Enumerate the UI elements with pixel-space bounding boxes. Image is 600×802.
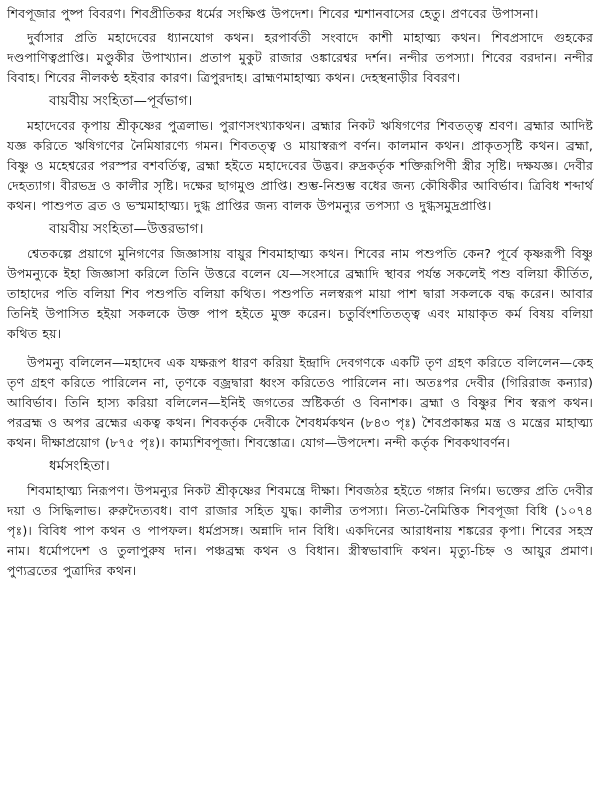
- paragraph-shvetakalpa-pashupati: শ্বেতকল্পে প্রয়াগে মুনিগণের জিজ্ঞাসায় বায়ুর শিবমাহাত্ম্য কথন। শিবের নাম পশুপতি কেন? পূর্বে কৃষ্ণরূপী বিষ্ণু উপমন্যুকে ইহা জিজ্ঞাসা করিলে তিনি উত্তরে বলেন যে—সংসারে ব্রহ্মাদি স্থাবর পর্যন্ত সকলেই পশু বলিয়া কীর্তিত, তাহাদের পতি বলিয়া শিব পশুপতি বলিয়া কথিত। পশুপতি নলস্বরূপ মায়া পাশ দ্বারা সকলকে বদ্ধ করেন। আবার তিনিই উপাসিত হইয়া সকলকে উক্ত পাপ হইতে মুক্ত করেন। চতুর্বিংশতিতত্ত্ব এবং মায়াকৃত কর্ম বিষয় বলিয়া কথিত হয়।: [7, 246, 593, 341]
- section-heading-vayaviya-uttarabhaga: বায়বীয় সংহিতা—উত্তরভাগ।: [49, 222, 204, 237]
- paragraph-upamanyu-yaksha: উপমন্যু বলিলেন—মহাদেব এক যক্ষরূপ ধারণ করিয়া ইন্দ্রাদি দেবগণকে একটি তৃণ গ্রহণ করিতে বলিলেন—কেহ তৃণ গ্রহণ করিতে পারিলেন না, তৃণকে বজ্রদ্বারা ধ্বংস করিতেও পারিলেন না। অতঃপর দেবীর (গিরিরাজ কন্যার) আবির্ভাব। তিনি হাস্য করিয়া বলিলেন—ইনিই জগতের স্রষ্টিকর্তা ও বিনাশক। ব্রহ্মা ও বিষ্ণুর শিব স্বরূপ কথন। পরব্রহ্ম ও অপর ব্রহ্মের একত্ব কথন। শিবকর্তৃক দেবীকে শৈবধর্মকথন (৮৪৩ পৃঃ) শৈবপ্রকাষ্কর মন্ত্র ও মন্ত্রের মাহাত্ম্য কথন। দীক্ষাপ্রয়োগ (৮৭৫ পৃঃ)। কাম্যশিবপূজা। শিবস্তোত্র। যোগ—উপদেশ। নন্দী কর্তৃক শিবকথাবর্ণন।: [7, 355, 593, 450]
- paragraph-shiva-mahatmya-nirupana: শিবমাহাত্ম্য নিরূপণ। উপমন্যুর নিকট শ্রীকৃষ্ণের শিবমন্ত্রে দীক্ষা। শিবজঠর হইতে গঙ্গার নির্গম। ভক্তের প্রতি দেবীর দয়া ও সিদ্ধিলাভ। রুরুদৈত্যবধ। বাণ রাজার সহিত যুদ্ধ। কালীর তপস্যা। নিত্য-নৈমিত্তিক শিবপূজা বিধি (১০৭৪ পৃঃ)। বিবিধ পাপ কথন ও পাপফল। ধর্মপ্রসঙ্গ। অন্নাদি দান বিধি। একদিনের আরাধনায় শঙ্করের কৃপা। শিবের সহস্র নাম। ধর্মোপদেশ ও তুলাপুরুষ দান। পঞ্চব্রহ্ম কথন ও বিধান। স্ত্রীস্বভাবাদি কথন। মৃত্যু-চিহ্ন ও আয়ুর প্রমাণ। পুণ্যব্রতের পুত্রাদির কথন।: [7, 483, 593, 578]
- paragraph-durvasa-dhyanayoga: দুর্বাসার প্রতি মহাদেবের ধ্যানযোগ কথন। হরপার্বতী সংবাদে কাশী মাহাত্ম্য কথন। শিবপ্রসাদে গুহকের দণ্ডপাণিত্বপ্রাপ্তি। মণ্ডুকীর উপাখ্যান। প্রতাপ মুকুট রাজার ওঙ্কারেশ্বর দর্শন। নন্দীর তপস্যা। শিবের বরদান। নন্দীর বিবাহ। শিবের নীলকণ্ঠ হইবার কারণ। ত্রিপুরদাহ। ব্রাহ্মণমাহাত্ম্য কথন। দেহস্থনাড়ীর বিবরণ।: [7, 30, 593, 85]
- paragraph-shiva-puja-flowers: শিবপূজার পুষ্প বিবরণ। শিবপ্রীতিকর ধর্মের সংক্ষিপ্ত উপদেশ। শিবের শ্মশানবাসের হেতু। প্রণবের উপাসনা।: [7, 6, 539, 21]
- section-heading-dharmasamhita: ধর্মসংহিতা।: [49, 459, 110, 474]
- paragraph-krishna-putralabh: মহাদেবের কৃপায় শ্রীকৃষ্ণের পুত্রলাভ। পুরাণসংখ্যাকথন। ব্রহ্মার নিকট ঋষিগণের শিবতত্ত্ব শ্রবণ। ব্রহ্মার আদিষ্ট যজ্ঞ করিতে ঋষিগণের নৈমিষারণ্যে গমন। শিবতত্ত্ব ও মায়াস্বরূপ বর্ণন। কালমান কথন। প্রাকৃতসৃষ্টি কথন। ব্রহ্মা, বিষ্ণু ও মহেশ্বরের পরস্পর বশবর্তিত্ব, ব্রহ্মা হইতে মহাদেবের উদ্ভব। রুদ্রকর্তৃক শক্তিরূপিণী স্ত্রীর সৃষ্টি। দক্ষযজ্ঞ। দেবীর দেহত্যাগ। বীরভদ্র ও কালীর সৃষ্টি। দক্ষের ছাগমুণ্ড প্রাপ্তি। শুম্ভ-নিশুম্ভ বধের জন্য কৌষিকীর আবির্ভাব। ত্রিবিধ শব্দার্থ কথন। পাশুপত ব্রত ও ভস্মমাহাত্ম্য। দুগ্ধ প্রাপ্তির জন্য বালক উপমন্যুর তপস্যা ও দুগ্ধসমুদ্রপ্রাপ্তি।: [7, 118, 593, 213]
- section-heading-vayaviya-purvabhaga: বায়বীয় সংহিতা—পূর্বভাগ।: [49, 94, 193, 109]
